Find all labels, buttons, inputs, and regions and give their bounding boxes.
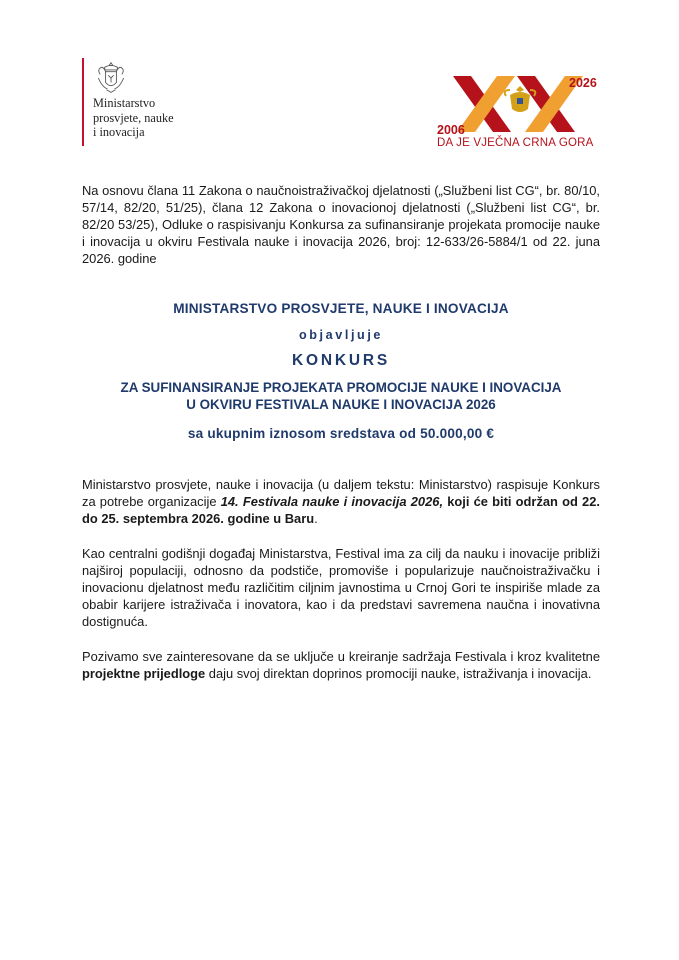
legal-basis-paragraph: Na osnovu člana 11 Zakona o naučnoistraživačkoj djelatnosti („Službeni list CG“, br. 80/10, 57/14, 82/20, 51/25), člana 12 Zakona o inovacionoj djelatnosti („Službeni list CG“, br. 82/20 53/25), Odluke o raspisivanju Konkursa za sufinansiranje projekata promocije nauke i inovacija u okviru Festivala nauke i inovacija 2026, broj: 12-633/26-5884/1 od 22. juna 2026. godine [82, 183, 600, 266]
purpose-paragraph: Kao centralni godišnji događaj Ministarstva, Festival ima za cilj da nauku i inovacije približi najširoj populaciji, odnosno da podstiče, promoviše i popularizuje naučnoistraživačku i inovacionu djelatnost među različitim ciljnim javnostima u Crnoj Gori te inspiriše mlade za obabir karijere istraživača i inovatora, kao i da predstavi savremena naučna i inovativna dostignuća. [82, 546, 600, 629]
subtitle-line: U OKVIRU FESTIVALA NAUKE I INOVACIJA 2026 [186, 397, 496, 412]
anniversary-logo [435, 68, 610, 158]
ministry-name [93, 96, 203, 140]
subtitle-line: ZA SUFINANSIRANJE PROJEKATA PROMOCIJE NAUKE I INOVACIJA [120, 380, 562, 395]
ministry-red-bar [82, 58, 84, 146]
intro-paragraph [82, 476, 600, 527]
invitation-text: Pozivamo sve zainteresovane da se uključe u kreiranje sadržaja Festivala i kroz kvalitetne [82, 649, 600, 664]
document-header [0, 0, 679, 175]
festival-dates: koji će biti održan od 22. do 25. septembra 2026. godine u Baru [82, 494, 600, 526]
anniversary-year-start: 2006 [437, 123, 465, 137]
document-subtitle [82, 379, 600, 413]
ministry-name-line: Ministarstvo [93, 96, 156, 110]
ministry-logo [82, 58, 202, 148]
document-body [82, 182, 600, 682]
ministry-name-line: i inovacija [93, 125, 145, 139]
anniversary-slogan: DA JE VJEČNA CRNA GORA [437, 137, 594, 149]
total-amount-line: sa ukupnim iznosom sredstava od 50.000,00 € [187, 426, 495, 441]
intro-text: Ministarstvo prosvjete, nauke i inovacija (u daljem tekstu: Ministarstvo) raspisuje Konkurs za potrebe organizacije [82, 477, 600, 509]
invitation-end: daju svoj direktan doprinos promociji nauke, istraživanja i inovacija. [205, 666, 592, 681]
coat-of-arms-icon [93, 60, 129, 96]
festival-name: 14. Festivala nauke i inovacija 2026, [220, 494, 444, 509]
anniversary-year-end: 2026 [569, 76, 597, 90]
invitation-paragraph [82, 648, 600, 682]
ministry-name-line: prosvjete, nauke [93, 110, 174, 125]
document-title: KONKURS [292, 352, 390, 369]
issuer-heading: MINISTARSTVO PROSVJETE, NAUKE I INOVACIJA [173, 301, 509, 316]
intro-end: . [314, 511, 318, 526]
project-proposals-emphasis: projektne prijedloge [82, 666, 206, 681]
announces-line: objavljuje [298, 328, 384, 342]
